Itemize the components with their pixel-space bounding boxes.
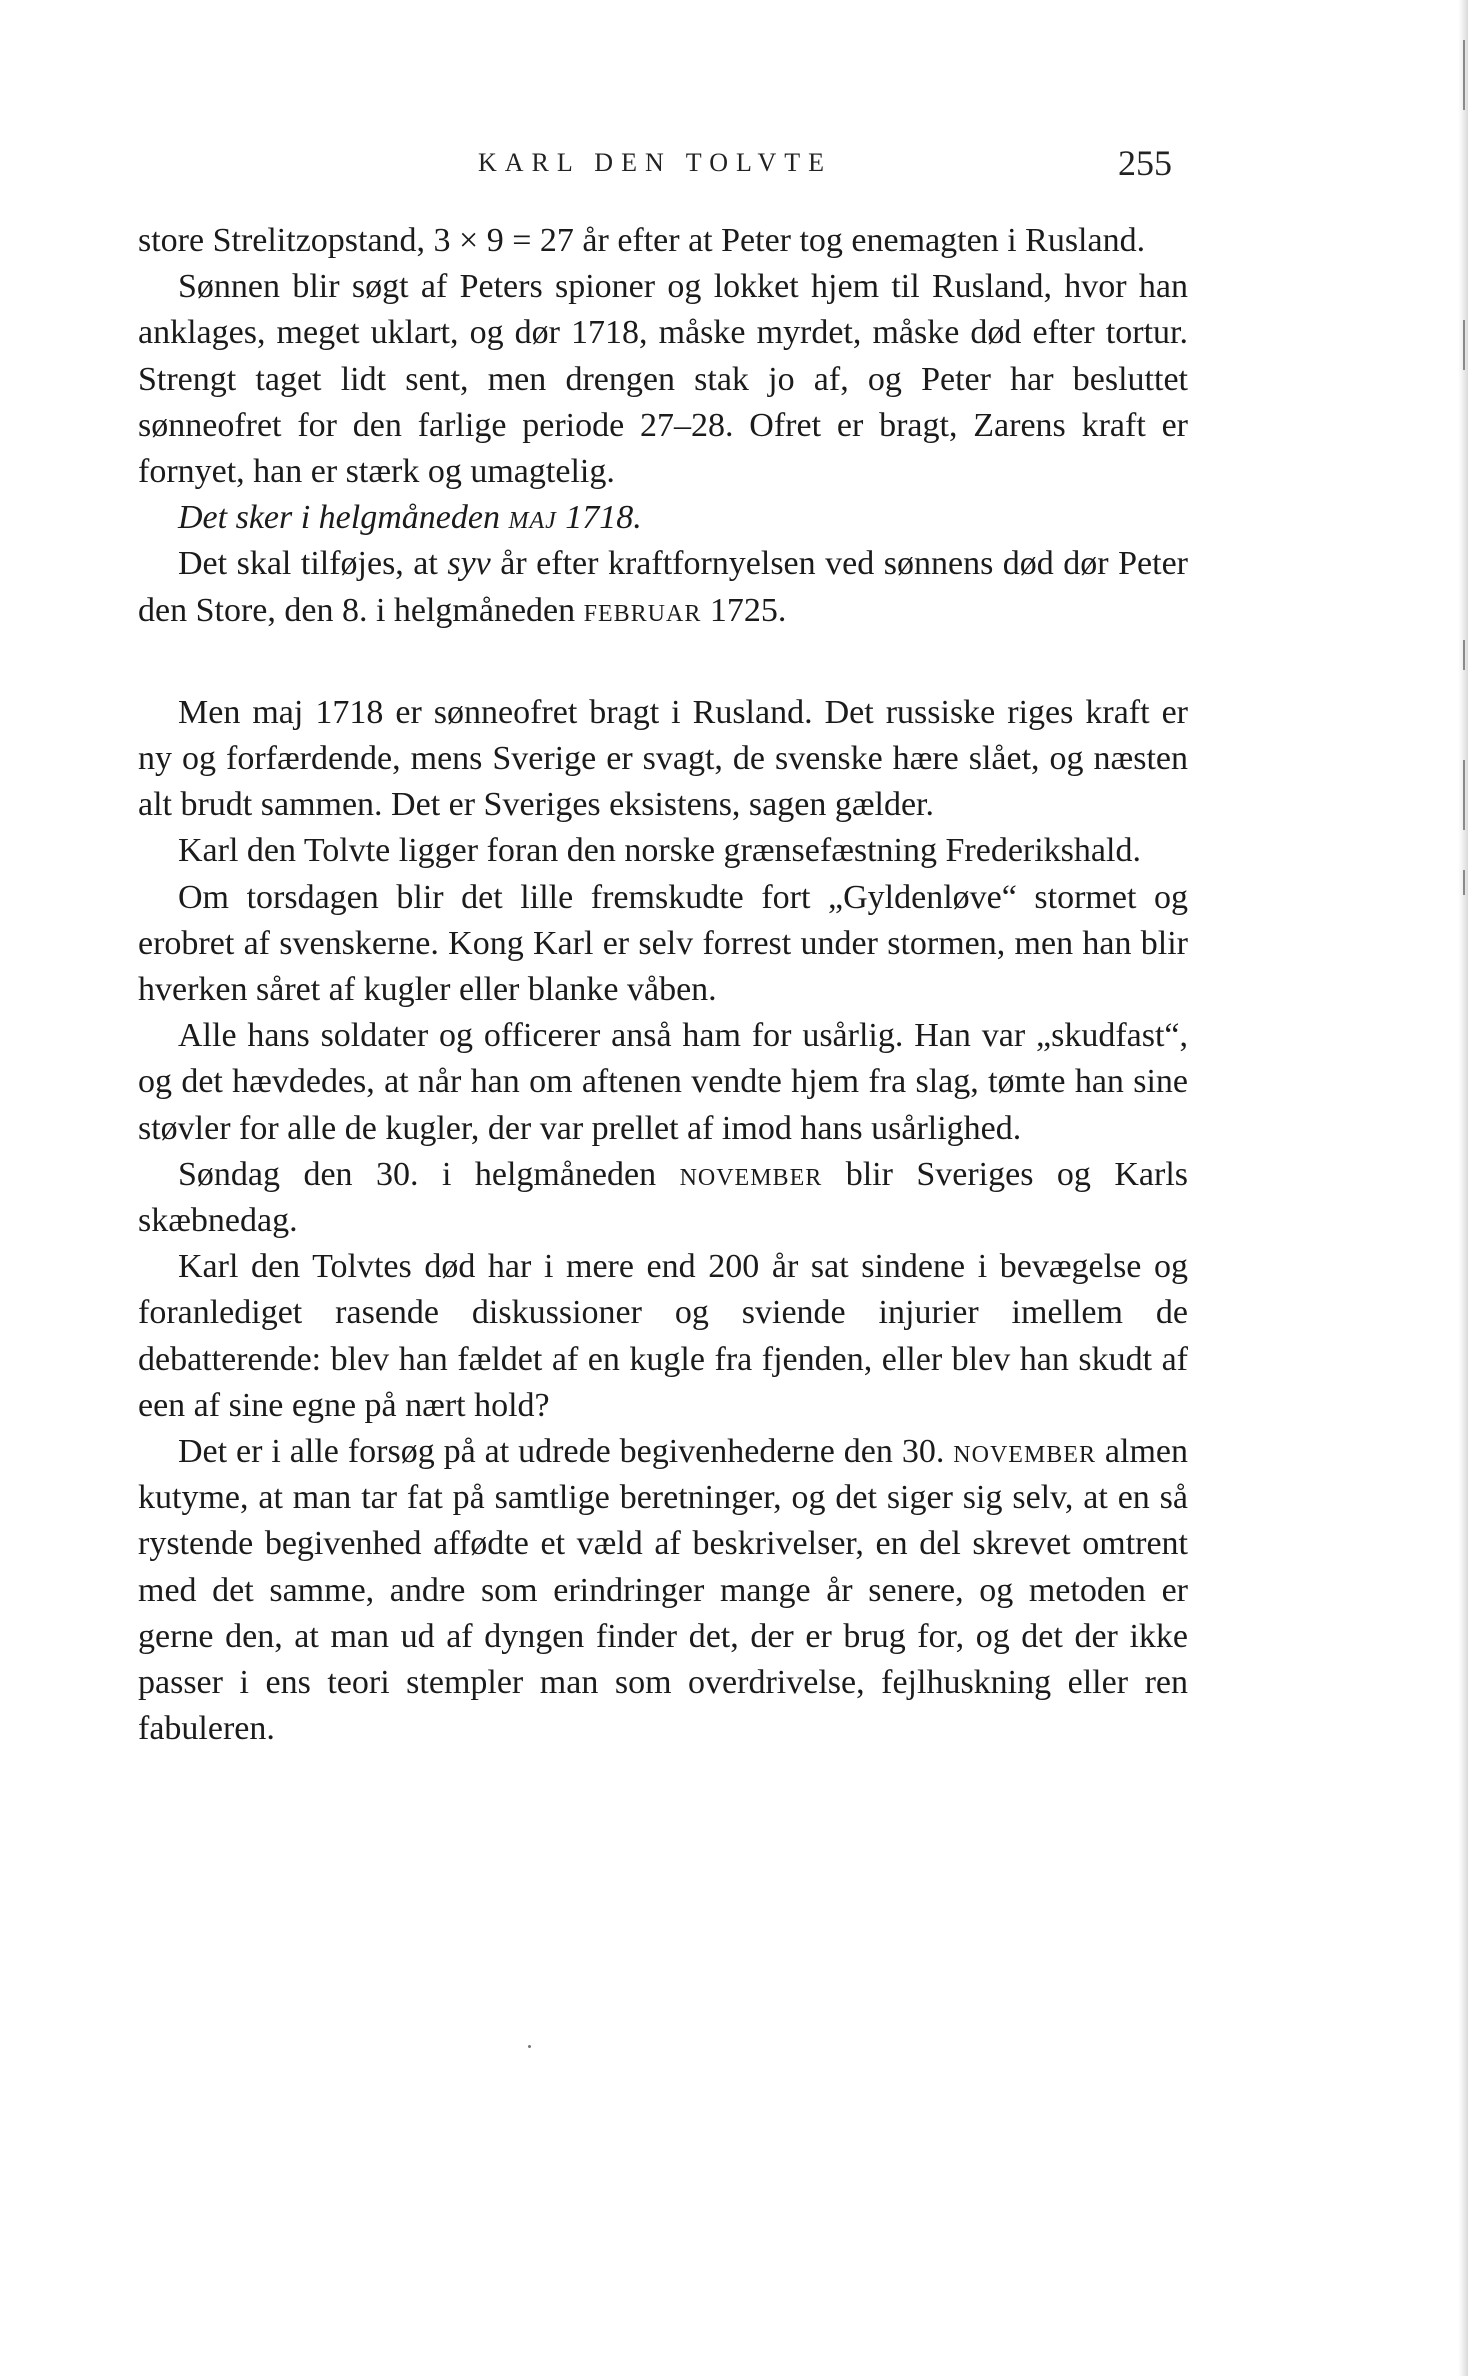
small-caps-month: november — [953, 1433, 1096, 1471]
ink-speck — [528, 2045, 531, 2048]
paragraph — [138, 1429, 1188, 1752]
paragraph — [138, 1244, 1188, 1429]
paragraph-text: Alle hans soldater og officerer anså ham for usårlig. Han var „skudfast“, og det hævdedes, at når han om aftenen vendte hjem fra slag, tømte han sine støvler for alle de kugler, der var prellet af imod hans usårlighed. — [138, 1017, 1188, 1147]
paragraph-text: Det er i alle forsøg på at udrede begivenhederne den 30. — [178, 1433, 954, 1471]
paragraph-text: Men maj 1718 er sønneofret bragt i Rusland. Det russiske riges kraft er ny og forfærdende, mens Sverige er svagt, de svenske hære slået, og næsten alt brudt sammen. Det er Sveriges eksistens, sagen gælder. — [138, 693, 1188, 824]
paragraph-text: Karl den Tolvtes død har i mere end 200 år sat sindene i bevægelse og foranlediget rasende diskussioner og sviende injurier imellem de debatterende: blev han fældet af en kugle fra fjenden, eller blev han skudt af een af sine egne på nært hold? — [138, 1248, 1188, 1424]
paragraph-text: Søndag den 30. i helgmåneden — [178, 1155, 680, 1193]
paragraph-text: Det skal tilføjes, at — [178, 545, 448, 583]
paragraph-text: almen kutyme, at man tar fat på samtlige beretninger, og det siger sig selv, at en så rystende begivenhed affødte et væld af beskrivelser, en del skrevet omtrent med det samme, andre som erindringer mange år senere, og metoden er gerne den, at man ud af dyngen finder det, der er brug for, og det der ikke passer i ens teori stempler man som overdrivelse, fejlhuskning eller ren fabuleren. — [138, 1433, 1188, 1748]
page-edge — [1458, 0, 1468, 2376]
paragraph — [138, 264, 1188, 495]
paragraph — [138, 541, 1188, 633]
paragraph-text: Det sker i helgmåneden — [178, 499, 509, 537]
edge-mark — [1463, 320, 1465, 370]
edge-mark — [1463, 40, 1465, 110]
paragraph — [138, 1152, 1188, 1244]
paragraph-text: 1718. — [556, 499, 642, 537]
italic-word: syv — [447, 545, 491, 583]
paragraph — [138, 875, 1188, 1014]
edge-mark — [1463, 760, 1465, 830]
running-head — [0, 143, 1468, 188]
small-caps-month: februar — [583, 591, 702, 629]
paragraph-text: år efter kraftfornyelsen ved sønnens død dør Peter den Store, den 8. i helgmåneden — [138, 545, 1188, 629]
paragraph — [138, 1013, 1188, 1152]
paragraph-text: store Strelitzopstand, 3 × 9 = 27 år efter at Peter tog enemagten i Rusland. — [138, 222, 1146, 259]
paragraph — [138, 495, 1188, 541]
running-title: KARL DEN TOLVTE — [478, 148, 832, 177]
paragraph-text: Karl den Tolvte ligger foran den norske grænsefæstning Frederikshald. — [178, 832, 1141, 870]
edge-mark — [1463, 870, 1465, 895]
paragraph-text: Sønnen blir søgt af Peters spioner og lokket hjem til Rusland, hvor han anklages, meget uklart, og dør 1718, måske myrdet, måske død efter tortur. Strengt taget lidt sent, men drengen stak jo af, og Peter har besluttet sønneofret for den farlige periode 27–28. Ofret er bragt, Zarens kraft er fornyet, han er stærk og umagtelig. — [138, 268, 1188, 491]
paragraph-text: Om torsdagen blir det lille fremskudte fort „Gyldenløve“ stormet og erobret af svenskerne. Kong Karl er selv forrest under stormen, men han blir hverken såret af kugler eller blanke våben. — [138, 878, 1188, 1009]
paragraph — [138, 690, 1188, 829]
paragraph — [138, 218, 1188, 264]
small-caps-month: november — [679, 1155, 823, 1193]
paragraph-text: blir Sveriges og Karls skæbnedag. — [138, 1155, 1188, 1240]
small-caps-month: maj — [508, 499, 557, 537]
paragraph-text: 1725. — [701, 591, 787, 629]
body-text — [138, 218, 1188, 1753]
edge-mark — [1463, 640, 1465, 670]
paragraph — [138, 828, 1188, 874]
page-number: 255 — [1118, 143, 1172, 183]
